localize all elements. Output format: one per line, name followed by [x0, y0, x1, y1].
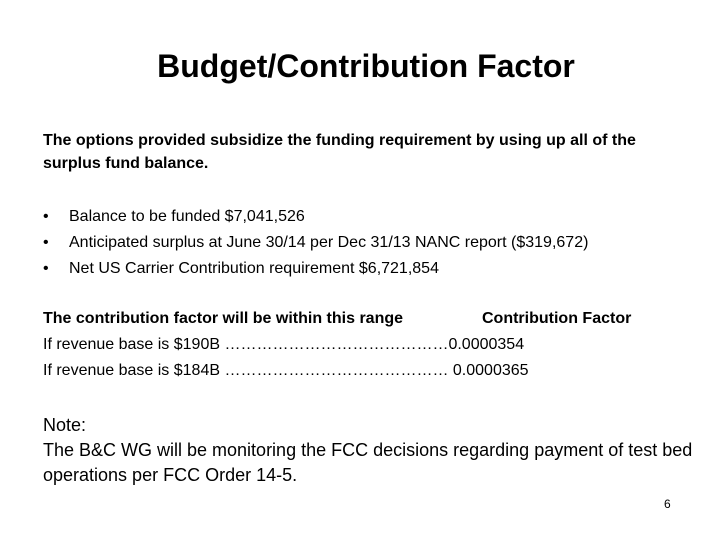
bullet-text: Balance to be funded $7,041,526	[69, 208, 305, 225]
bullet-text: Anticipated surplus at June 30/14 per Dec 31/13 NANC report ($319,672)	[69, 234, 589, 251]
bullet-marker: •	[43, 208, 49, 225]
contribution-range-section	[43, 306, 683, 384]
range-row: If revenue base is $184B …………………………………… 0.0000365	[43, 362, 529, 379]
bullet-marker: •	[43, 234, 49, 251]
range-heading: The contribution factor will be within this range	[43, 310, 404, 327]
bullet-list	[43, 204, 683, 282]
page-number: 6	[664, 497, 671, 511]
contribution-factor-label: Contribution Factor	[482, 310, 632, 327]
range-header-row	[43, 306, 683, 332]
bullet-item	[43, 204, 683, 230]
note-section	[43, 413, 693, 488]
bullet-marker: •	[43, 260, 49, 277]
note-text: The B&C WG will be monitoring the FCC decisions regarding payment of test bed operations per FCC Order 14-5.	[43, 440, 693, 485]
slide-title: Budget/Contribution Factor	[157, 48, 575, 84]
bullet-item	[43, 230, 683, 256]
note-label: Note:	[43, 415, 87, 435]
bullet-text: Net US Carrier Contribution requirement $6,721,854	[69, 260, 439, 277]
range-row: If revenue base is $190B ……………………………………0.0000354	[43, 336, 525, 353]
bullet-item	[43, 256, 683, 282]
intro-paragraph: The options provided subsidize the funding requirement by using up all of the surplus fund balance.	[43, 132, 636, 172]
